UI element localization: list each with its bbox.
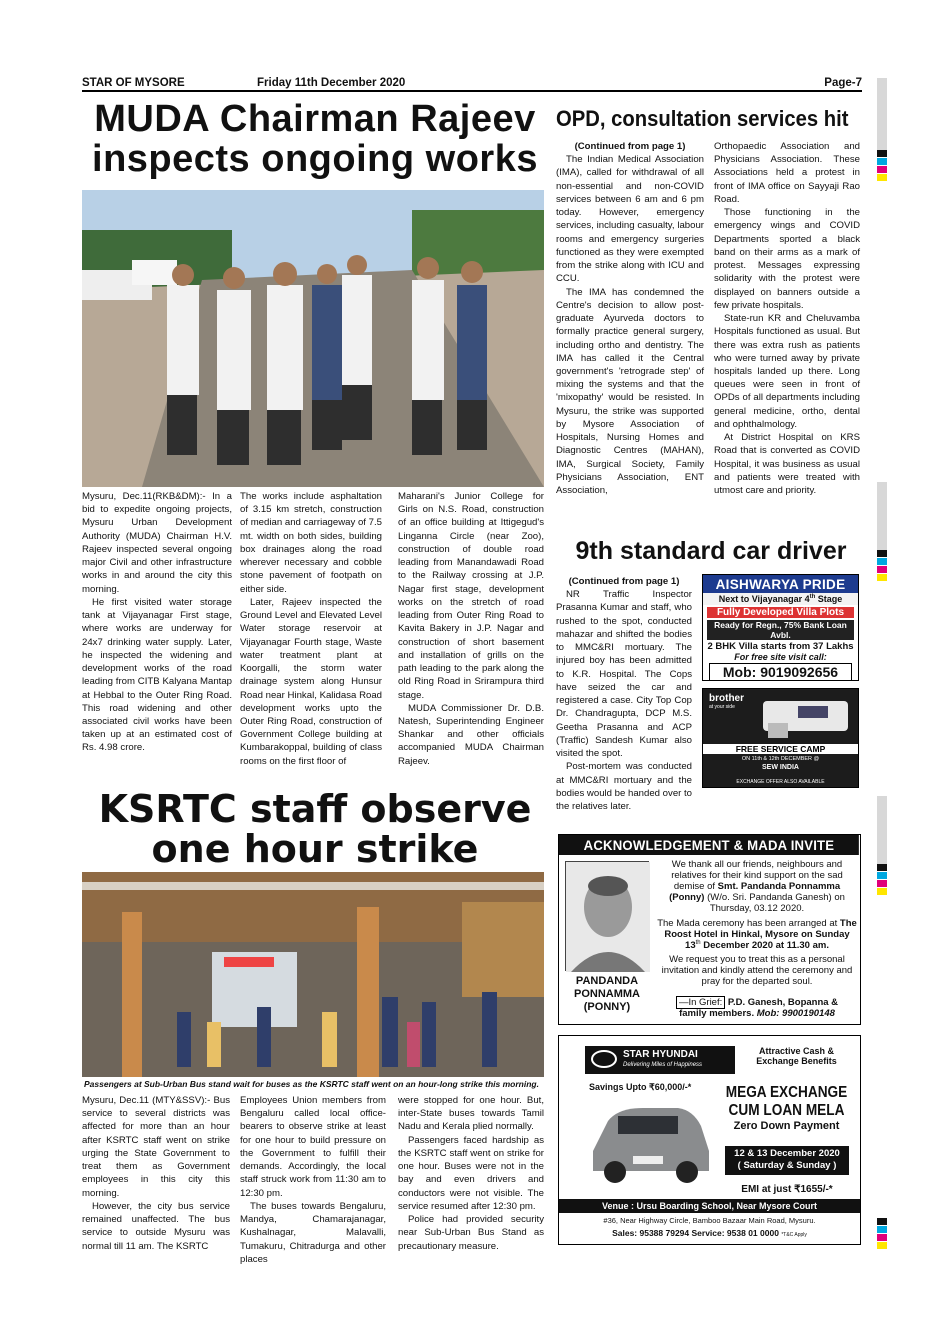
hyundai-emi: EMI at just ₹1655/-* (741, 1184, 833, 1195)
sewing-machine-icon (758, 693, 853, 741)
opd-paragraph: Those functioning in the emergency wings and COVID Departments sported a black band on their arms as a mark of protest. Messages expressing solidarity with the protest were displayed on banners outside a few private hospitals. (714, 207, 860, 311)
opd-paragraph: The Indian Medical Association (IMA), called for withdrawal of all non-essential and non-COVID services between 6 am and 6 pm today. However, emergency services, including casualty, labour rooms and emergency surgeries functioned as they were exempted from the strike along with ICU and CCU. (556, 154, 704, 285)
registration-black (877, 1218, 887, 1225)
hyundai-logo-icon (591, 1050, 617, 1068)
hyundai-venue: Venue : Ursu Boarding School, Near Mysore Court (559, 1199, 860, 1213)
registration-cyan (877, 158, 887, 165)
hyundai-phones[interactable]: Sales: 95388 79294 Service: 9538 01 0000 *T&C Apply (612, 1228, 807, 1238)
ack-para-2: The Mada ceremony has been arranged at The Roost Hotel in Hinkal, Mysore on Sunday 13th December 2020 at 11.30 am. (657, 917, 857, 951)
registration-magenta (877, 1234, 887, 1241)
ad-title: AISHWARYA PRIDE (703, 575, 858, 593)
ksrtc-headline (80, 787, 550, 871)
brother-logo: brother (709, 693, 744, 704)
hyundai-logo-block (585, 1046, 735, 1074)
ad-visit-line: For free site visit call: (734, 652, 827, 662)
ack-para-3: We request you to treat this as a personal invitation and kindly attend the ceremony and pray for the departed soul. (661, 954, 853, 988)
ksrtc-column-2 (240, 1094, 386, 1266)
opd-paragraph: State-run KR and Cheluvamba Hospitals functioned as usual. But there was extra rush as patients who were turned away by private hospitals landed up there. Long queues were seen in front of OPDs of all departments including general medicine, ortho, dental and ophthalmology. (714, 313, 860, 430)
brother-camp-title: FREE SERVICE CAMP (703, 744, 858, 754)
registration-black (877, 550, 887, 557)
ack-grief: —In Grief: P.D. Ganesh, Bopanna & family members. Mob: 9900190148 (657, 997, 857, 1020)
brother-exchange: EXCHANGE OFFER ALSO AVAILABLE (736, 779, 825, 785)
muda-headline-line2: inspects ongoing works (92, 137, 538, 180)
muda-paragraph: Mysuru, Dec.11(RKB&DM):- In a bid to expedite ongoing projects, Mysuru Urban Development Authority (MUDA) Chairman H.V. Rajeev inspected several ongoing major Civil and other infrastructure works in and around the city this morning. (82, 491, 232, 595)
registration-yellow (877, 174, 887, 181)
ack-para-1: We thank all our friends, neighbours and relatives for their kind support on the sad demise of Smt. Pandanda Ponnamma (Ponny) (W/o. Sri. Pandanda Ganesh) on Thursday, 03.12 2020. (669, 859, 845, 915)
registration-yellow (877, 574, 887, 581)
hyundai-brand: STAR HYUNDAI (623, 1049, 698, 1060)
muda-column-3 (398, 490, 544, 768)
muda-headline (80, 100, 550, 180)
margin-strip (877, 482, 887, 550)
opd-paragraph: At District Hospital on KRS Road that is converted as COVID Hospital, it was business as usual and patients were treated with utmost care and priority. (714, 432, 860, 497)
ksrtc-paragraph: Passengers faced hardship as the KSRTC staff went on strike for one hour. Buses were not in the bay and even drivers and conductors were not visible. The service resumed after 12:30 pm. (398, 1134, 544, 1212)
ad-phone[interactable]: Mob: 9019092656 (709, 663, 852, 681)
driver-paragraph: Post-mortem was conducted at MMC&RI mortuary and the bodies would be handed over to the relatives later. (556, 761, 693, 812)
hyundai-dates: 12 & 13 December 2020 ( Saturday & Sunday ) (725, 1146, 849, 1175)
hyundai-tagline: Delivering Miles of Happiness (623, 1062, 703, 1068)
officials-walking-illustration (82, 190, 544, 487)
registration-cyan (877, 1226, 887, 1233)
opd-headline: OPD, consultation services hit (556, 106, 849, 131)
brother-tagline: at your side (709, 704, 735, 710)
portrait-illustration (566, 862, 650, 972)
muda-paragraph: Maharani's Junior College for Girls on N.S. Road, construction of an office building at Ittigegud's Linganna Circle (near Zoo), construction of double road leading from Manandawadi Road to the Railway crossing at J.P. Nagar first stage, development works on the stretch of road leading from Outer Ring Road to Kavita Bakery in J.P. Nagar and construction of short basement and installation of grills on the path leading to the park along the old Ring Road in Srirampura third stage. (398, 491, 544, 701)
ksrtc-bus-stand-photo (82, 872, 544, 1077)
ack-message (657, 859, 857, 987)
registration-magenta (877, 880, 887, 887)
opd-paragraph: Orthopaedic Association and Physicians Association. These Associations held a protest in front of IMA office on Sayyaji Rao Road. (714, 141, 860, 205)
aishwarya-pride-ad (702, 574, 859, 681)
ksrtc-paragraph: Mysuru, Dec.11 (MTY&SSV):- Bus service to several districts was affected for more than an hour after KSRTC staff went on strike urging the State Government to treat them as Government employees in this city this morning. (82, 1095, 230, 1199)
brother-dates: ON 11th & 12th DECEMBER @ (741, 756, 820, 762)
margin-strip (877, 78, 887, 150)
muda-column-1 (82, 490, 232, 755)
registration-black (877, 864, 887, 871)
muda-column-2 (240, 490, 382, 768)
ksrtc-paragraph: Employees Union members from Bengaluru called local office-bearers to observe strike at least for one hour to build pressure on the Government to fulfill their demands. Accordingly, the local staff struck work from 11:30 am to 12:30 pm. (240, 1095, 386, 1199)
page-number: Page-7 (824, 77, 862, 89)
ksrtc-paragraph: The buses towards Bengaluru, Mandya, Chamarajanagar, Kushalnagar, Malavalli, Tumakuru, Chitradurga and other places (240, 1200, 386, 1265)
hyundai-benefits: Attractive Cash & Exchange Benefits (756, 1046, 837, 1066)
continued-note: (Continued from page 1) (568, 576, 680, 587)
driver-column (556, 575, 692, 813)
brother-shop: SEW INDIA (762, 764, 799, 771)
registration-yellow (877, 888, 887, 895)
star-hyundai-ad (558, 1035, 861, 1245)
registration-magenta (877, 166, 887, 173)
continued-note: (Continued from page 1) (574, 141, 686, 152)
ack-name-block: PANDANDA PONNAMMA (PONNY) (574, 975, 640, 1014)
margin-strip (877, 796, 887, 864)
muda-paragraph: MUDA Commissioner Dr. D.B. Natesh, Superintending Engineer Shankar and other officials accompanied MUDA Chairman Rajeev. (398, 702, 544, 767)
driver-headline: 9th standard car driver (575, 537, 847, 565)
opd-column-2 (714, 140, 860, 497)
ksrtc-column-3 (398, 1094, 544, 1253)
ksrtc-photo-caption: Passengers at Sub-Urban Bus stand wait for buses as the KSRTC staff went on an hour-long strike this morning. (84, 1079, 539, 1089)
driver-paragraph: NR Traffic Inspector Prasanna Kumar and staff, who rushed to the spot, conducted mahazar and shifted the bodies to MMC&RI mortuary. The injured boy has been admitted to K.R. Hospital. The Cops have seized the car and registered a case. City Top Cop Dr. Chandragupta, DCP M.S. Geetha Prasanna and ACP (Traffic) Sandesh Kumar also visited the spot. (556, 589, 692, 760)
muda-paragraph: Later, Rajeev inspected the Ground Level and Elevated Level Water storage reservoir at Vijayanagar Fourth stage, Waste water treatment plant at Koorgalli, the storm water drainage system along Hunsur Road near Hinkal, Kalidasa Road development works upto the Outer Ring Road, construction of Government College building at Kumbarakoppal, building of class rooms on the first floor of (240, 596, 382, 767)
muda-inspection-photo (82, 190, 544, 487)
muda-headline-line1: MUDA Chairman Rajeev (94, 98, 536, 140)
ack-title: ACKNOWLEDGEMENT & MADA INVITE (559, 835, 859, 855)
opd-column-1 (556, 140, 704, 497)
masthead (82, 76, 862, 92)
portrait-photo (565, 861, 649, 971)
hyundai-address: #36, Near Highway Circle, Bamboo Bazaar Main Road, Mysuru. (603, 1216, 816, 1225)
ad-plots-line: Fully Developed Villa Plots (707, 607, 854, 618)
acknowledgement-ad (558, 834, 861, 1025)
hyundai-savings: Savings Upto ₹60,000/-* (589, 1082, 692, 1092)
registration-cyan (877, 558, 887, 565)
hyundai-mela: MEGA EXCHANGE CUM LOAN MELA Zero Down Payment (725, 1084, 848, 1132)
ksrtc-paragraph: Police had provided security near Sub-Urban Bus Stand as precautionary measure. (398, 1214, 544, 1252)
bus-stand-illustration (82, 872, 544, 1077)
brother-service-camp-ad (702, 688, 859, 788)
muda-paragraph: He first visited water storage tank at Vijayanagar First stage, where works are underway for 24x7 drinking water supply. Later, he inspected the widening and development works of the road leading from CITB Kalyana Mantap at Hebbal to the Outer Ring Road. This road widening and other associated civil works have been taken up at an estimated cost of Rs. 4.98 crore. (82, 596, 232, 754)
issue-date: Friday 11th December 2020 (257, 77, 406, 89)
ksrtc-headline-line1: KSRTC staff observe (98, 787, 532, 831)
registration-black (877, 150, 887, 157)
registration-magenta (877, 566, 887, 573)
opd-paragraph: The IMA has condemned the Centre's decision to allow post-graduate Ayurveda doctors to formally practice general surgery, including ortho and dentistry. The IMA has called it the Central government's 'retrograde step' of mixing the systems and that the 'mixopathy' would be resisted. In Mysuru, the strike was supported by Mysore Association of Hospitals, Nursing Homes and Diagnostic Centres (MAHAN), IMA, Surgical Society, Family Physicians Association, ENT Association, (556, 286, 704, 497)
ksrtc-paragraph: However, the city bus service remained unaffected. The bus service to outside Mysuru was normal till 11 am. The KSRTC (82, 1200, 230, 1252)
car-icon (583, 1096, 713, 1186)
ad-loan-line: Ready for Regn., 75% Bank Loan Avbl. (707, 620, 854, 640)
registration-cyan (877, 872, 887, 879)
registration-yellow (877, 1242, 887, 1249)
ksrtc-column-1 (82, 1094, 230, 1253)
muda-paragraph: The works include asphaltation of 3.15 km stretch, construction of median and carriageway of 7.5 mt. width on both sides, building box drainages along the road wherever necessary and cobble stone pavement of footpath on either side. (240, 491, 382, 595)
ksrtc-headline-line2: one hour strike (151, 826, 479, 871)
ksrtc-paragraph: were stopped for one hour. But, inter-State buses towards Tamil Nadu and Kerala plied normally. (398, 1095, 544, 1133)
paper-name: STAR OF MYSORE (82, 77, 185, 89)
ad-villa-line: 2 BHK Villa starts from 37 Lakhs (707, 641, 854, 652)
ad-location: Next to Vijayanagar 4th Stage (703, 593, 858, 605)
